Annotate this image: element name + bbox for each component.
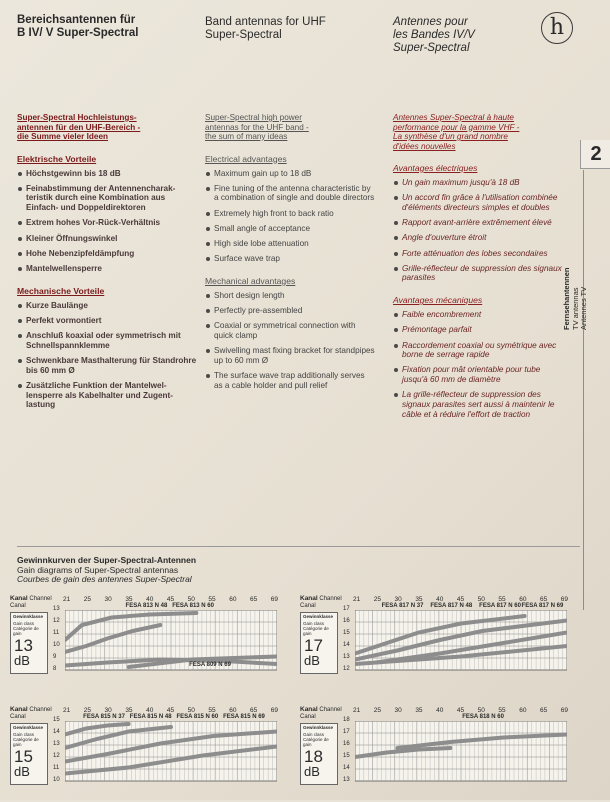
fr-electrical-heading: Avantages électriques: [393, 163, 478, 173]
gain-class-value: 18: [304, 747, 323, 766]
de-mechanical-list: [17, 301, 197, 410]
gain-tick-label: 14: [53, 729, 60, 735]
gain-tick-label: 17: [343, 606, 350, 612]
channel-tick-label: 60: [519, 596, 527, 603]
gain-diagram: [300, 707, 585, 802]
antenna-model-label: FESA 815 N 48: [129, 714, 172, 720]
gain-class-value: 13: [14, 636, 33, 655]
list-item: Zusätzliche Funktion der Mantelwel-lensperre als Kabelhalter und Zugent-lastung: [17, 381, 197, 410]
channel-axis-label: Kanal Channel Canal: [10, 706, 52, 720]
channel-tick-label: 35: [415, 707, 423, 714]
gain-tick-label: 10: [53, 777, 60, 783]
gain-plot-area: [65, 721, 277, 783]
gain-tick-label: 16: [343, 741, 350, 747]
header-fr-line: les Bandes IV/V: [393, 29, 475, 41]
channel-tick-label: 55: [208, 596, 216, 603]
fr-mechanical-list: [393, 310, 563, 419]
list-item: Prémontage parfait: [393, 325, 563, 335]
gain-tick-label: 13: [53, 741, 60, 747]
channel-tick-label: 40: [436, 707, 444, 714]
gain-class-unit: dB: [14, 653, 30, 668]
gain-tick-label: 13: [343, 777, 350, 783]
gain-class-unit: dB: [304, 764, 320, 779]
channel-tick-label: 21: [63, 707, 71, 714]
channel-tick-label: 45: [166, 596, 175, 603]
channel-tick-label: 45: [166, 707, 175, 714]
list-item: Hohe Nebenzipfeldämpfung: [17, 249, 197, 259]
gain-tick-label: 14: [343, 642, 350, 648]
channel-tick-label: 25: [373, 707, 381, 714]
gain-plot-svg: [65, 610, 277, 672]
list-item: High side lobe attenuation: [205, 239, 375, 249]
channel-tick-label: 40: [146, 707, 154, 714]
fr-electrical-list: [393, 178, 563, 283]
channel-tick-label: 50: [187, 596, 195, 603]
column-french: [393, 113, 563, 425]
channel-tick-label: 35: [125, 596, 133, 603]
list-item: Perfekt vormontiert: [17, 316, 197, 326]
antenna-model-label: FESA 815 N 37: [83, 714, 125, 720]
channel-tick-label: 65: [539, 707, 548, 714]
header-german: [17, 14, 192, 40]
side-section-label: Fernsehantennen TV antennas Antennes TV: [562, 267, 588, 330]
antenna-model-label: FESA 815 N 60: [176, 714, 219, 720]
channel-tick-label: 35: [125, 707, 133, 714]
antenna-model-label: FESA 818 N 60: [462, 714, 504, 720]
channel-tick-label: 50: [477, 707, 485, 714]
channel-tick-label: 60: [229, 707, 237, 714]
gain-tick-label: 13: [343, 654, 350, 660]
chapter-tab-number: 2: [580, 140, 610, 169]
list-item: La grille-réflecteur de suppression des signaux parasites sert aussi à maintenir le câble et à réduire l'effort de traction: [393, 390, 563, 419]
list-item: Höchstgewinn bis 18 dB: [17, 169, 197, 179]
channel-tick-label: 30: [104, 596, 112, 603]
gain-tick-label: 15: [343, 753, 350, 759]
en-intro-title: Super-Spectral high power antennas for the UHF band - the sum of many ideas: [205, 113, 309, 141]
gain-class-box: Gewinnklasse Gain class Catégorie de gain 18 dB: [300, 723, 338, 785]
list-item: Kleiner Öffnungswinkel: [17, 234, 197, 244]
antenna-model-label: FESA 813 N 48: [125, 603, 168, 609]
antenna-model-label: FESA 809 N 69: [189, 662, 231, 668]
en-electrical-heading: Electrical advantages: [205, 153, 287, 164]
channel-tick-label: 40: [146, 596, 154, 603]
antenna-model-label: FESA 815 N 69: [223, 714, 265, 720]
channel-tick-label: 25: [373, 596, 381, 603]
section-divider: [17, 546, 580, 547]
list-item: Fine tuning of the antenna characteristic by a combination of single and double directors: [205, 184, 375, 203]
list-item: Coaxial or symmetrical connection with quick clamp: [205, 321, 375, 340]
gain-tick-label: 9: [53, 654, 57, 660]
brand-logo-letter: h: [549, 15, 565, 40]
channel-tick-label: 21: [353, 707, 361, 714]
list-item: Short design length: [205, 291, 375, 301]
channel-tick-label: 60: [519, 707, 527, 714]
header-fr-line: Antennes pour: [393, 16, 468, 28]
header-french: [393, 16, 563, 55]
de-electrical-list: [17, 169, 197, 274]
channel-tick-label: 69: [560, 707, 568, 714]
channel-tick-label: 50: [477, 596, 485, 603]
gain-tick-label: 13: [53, 606, 60, 612]
list-item: Kurze Baulänge: [17, 301, 197, 311]
gain-tick-label: 17: [343, 729, 350, 735]
list-item: Faible encombrement: [393, 310, 563, 320]
channel-tick-label: 25: [83, 707, 91, 714]
gain-plot-area: [65, 610, 277, 672]
header-en-line: Band antennas for UHF: [205, 16, 326, 28]
antenna-model-label: FESA 813 N 60: [172, 603, 214, 609]
channel-axis-label: Kanal Channel Canal: [300, 706, 342, 720]
channel-tick-label: 55: [498, 596, 506, 603]
list-item: Surface wave trap: [205, 254, 375, 264]
list-item: Forte atténuation des lobes secondaires: [393, 249, 563, 259]
list-item: Extremely high front to back ratio: [205, 209, 375, 219]
antenna-model-label: FESA 817 N 37: [381, 603, 424, 609]
list-item: Small angle of acceptance: [205, 224, 375, 234]
list-item: Angle d'ouverture étroit: [393, 233, 563, 243]
list-item: Maximum gain up to 18 dB: [205, 169, 375, 179]
channel-tick-label: 69: [270, 707, 278, 714]
gain-diagram: [300, 596, 585, 691]
channel-tick-label: 69: [560, 596, 568, 603]
gain-plot-svg: [355, 610, 567, 672]
gain-tick-label: 11: [53, 630, 60, 636]
channel-tick-label: 65: [539, 596, 548, 603]
de-intro-title: Super-Spectral Hochleistungs- antennen für den UHF-Bereich - die Summe vieler Ideen: [17, 113, 141, 141]
en-electrical-list: [205, 169, 375, 264]
gain-class-unit: dB: [304, 653, 320, 668]
brand-logo: [541, 12, 573, 44]
channel-tick-label: 69: [270, 596, 278, 603]
channel-tick-label: 30: [394, 596, 402, 603]
channel-tick-label: 55: [208, 707, 216, 714]
gain-diagram: [10, 707, 295, 802]
list-item: Swivelling mast fixing bracket for standpipes up to 60 mm Ø: [205, 346, 375, 365]
gain-class-unit: dB: [14, 764, 30, 779]
channel-tick-label: 35: [415, 596, 423, 603]
gain-plot-svg: [355, 721, 567, 783]
gain-diagrams-title: Gewinnkurven der Super-Spectral-Antennen Gain diagrams of Super-Spectral antennas Courbes de gain des antennes Super-Spectral: [17, 555, 197, 584]
list-item: Schwenkbare Masthalterung für Standrohre bis 60 mm Ø: [17, 356, 197, 375]
list-item: Extrem hohes Vor-Rück-Verhältnis: [17, 218, 197, 228]
antenna-model-label: FESA 817 N 69: [521, 603, 564, 609]
antenna-model-label: FESA 817 N 60: [479, 603, 521, 609]
gain-tick-label: 11: [53, 765, 60, 771]
column-german: [17, 113, 197, 415]
list-item: Rapport avant-arrière extrêmement élevé: [393, 218, 563, 228]
channel-tick-label: 45: [456, 596, 465, 603]
gain-class-box: Gewinnklasse Gain class Catégorie de gain 13 dB: [10, 612, 48, 674]
header-de-line: Bereichsantennen für: [17, 14, 136, 26]
list-item: Fixation pour mât orientable pour tube jusqu'à 60 mm de diamètre: [393, 365, 563, 384]
list-item: The surface wave trap additionally serves as a cable holder and pull relief: [205, 371, 375, 390]
header-de-line: B IV/ V Super-Spectral: [17, 27, 139, 39]
list-item: Un accord fin grâce à l'utilisation combinée d'éléments directeurs simples et doubles: [393, 193, 563, 212]
list-item: Grille-réflecteur de suppression des signaux parasites: [393, 264, 563, 283]
channel-tick-label: 30: [104, 707, 112, 714]
gain-tick-label: 12: [53, 753, 60, 759]
list-item: Un gain maximum jusqu'à 18 dB: [393, 178, 563, 188]
channel-tick-label: 21: [63, 596, 71, 603]
gain-tick-label: 15: [53, 717, 60, 723]
gain-tick-label: 15: [343, 630, 350, 636]
gain-class-value: 15: [14, 747, 33, 766]
gain-tick-label: 18: [343, 717, 350, 723]
gain-class-value: 17: [304, 636, 323, 655]
column-english: [205, 113, 375, 396]
channel-tick-label: 25: [83, 596, 91, 603]
channel-axis-label: Kanal Channel Canal: [300, 595, 342, 609]
channel-tick-label: 60: [229, 596, 237, 603]
gain-class-box: Gewinnklasse Gain class Catégorie de gain 15 dB: [10, 723, 48, 785]
header-fr-line: Super-Spectral: [393, 42, 470, 54]
list-item: Perfectly pre-assembled: [205, 306, 375, 316]
channel-tick-label: 55: [498, 707, 506, 714]
list-item: Anschluß koaxial oder symmetrisch mit Schnellspannklemme: [17, 331, 197, 350]
fr-mechanical-heading: Avantages mécaniques: [393, 295, 483, 306]
gain-diagram: [10, 596, 295, 691]
gain-tick-label: 16: [343, 618, 350, 624]
gain-plot-area: [355, 610, 567, 672]
channel-tick-label: 45: [456, 707, 465, 714]
de-mechanical-heading: Mechanische Vorteile: [17, 285, 105, 296]
channel-tick-label: 65: [249, 596, 258, 603]
gain-tick-label: 8: [53, 666, 57, 672]
channel-tick-label: 65: [249, 707, 258, 714]
gain-tick-label: 12: [53, 618, 60, 624]
gain-tick-label: 12: [343, 666, 350, 672]
gain-plot-svg: [65, 721, 277, 783]
list-item: Raccordement coaxial ou symétrique avec borne de serrage rapide: [393, 341, 563, 360]
channel-tick-label: 30: [394, 707, 402, 714]
list-item: Mantelwellensperre: [17, 264, 197, 274]
de-electrical-heading: Elektrische Vorteile: [17, 153, 97, 164]
en-mechanical-heading: Mechanical advantages: [205, 275, 296, 286]
gain-class-box: Gewinnklasse Gain class Catégorie de gain 17 dB: [300, 612, 338, 674]
list-item: Feinabstimmung der Antennencharak-teristik durch eine Kombination aus Einfach- und Doppeldirektoren: [17, 184, 197, 213]
gain-tick-label: 10: [53, 642, 60, 648]
gain-tick-label: 14: [343, 765, 350, 771]
fr-intro-title: Antennes Super-Spectral à haute performance pour la gamme VHF - La synthèse d'un grand nombre d'idées nouvelles: [393, 113, 520, 151]
channel-tick-label: 50: [187, 707, 195, 714]
gain-plot-area: [355, 721, 567, 783]
antenna-model-label: FESA 817 N 48: [430, 603, 473, 609]
channel-tick-label: 21: [353, 596, 361, 603]
channel-axis-label: Kanal Channel Canal: [10, 595, 52, 609]
channel-tick-label: 40: [436, 596, 444, 603]
en-mechanical-list: [205, 291, 375, 391]
header-en-line: Super-Spectral: [205, 29, 282, 41]
header-english: [205, 16, 375, 42]
